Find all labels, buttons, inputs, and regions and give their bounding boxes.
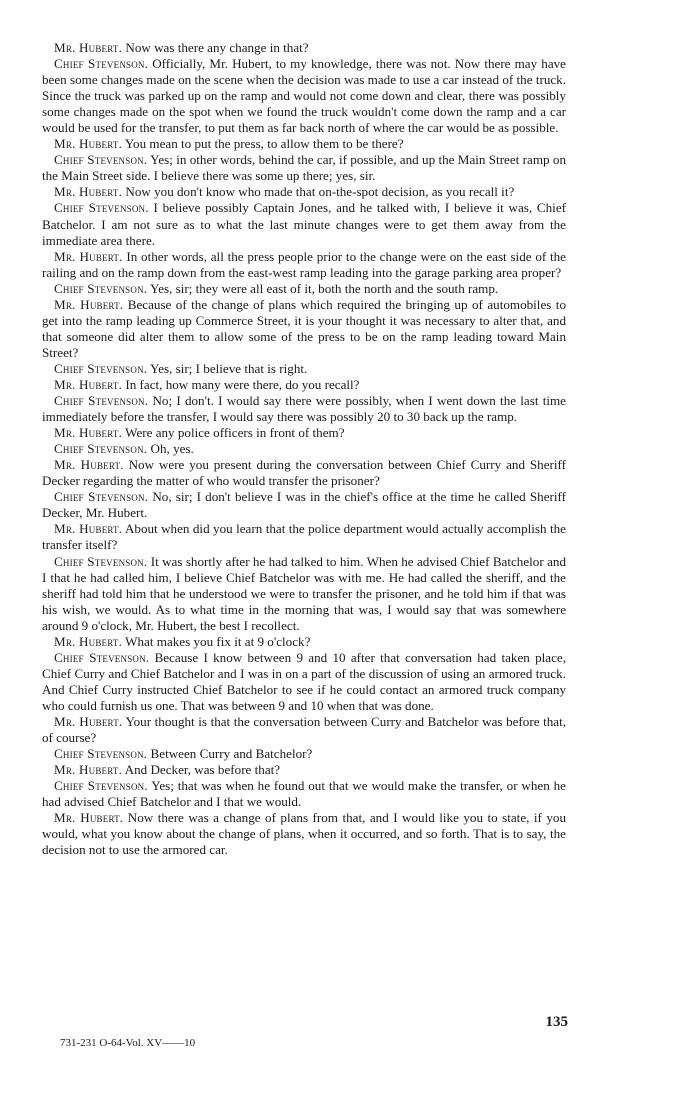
speaker-name: Mr. Hubert. — [54, 376, 123, 392]
utterance-text: Between Curry and Batchelor? — [147, 746, 313, 762]
testimony-paragraph — [42, 281, 566, 297]
testimony-paragraph — [42, 441, 566, 457]
utterance-text: Officially, Mr. Hubert, to my knowledge, there was not. Now there may have been some changes made on the scene when the decision was made to use a car instead of the truck. Since the truck was parked up on the ramp and would not come down and clear, there was possibly some changes made on the spot when we found the truck wouldn't come down the ramp and a car would be used for the transfer, to put them as far back north of where the car would be as possible. — [42, 56, 566, 136]
testimony-paragraph — [42, 136, 566, 152]
utterance-text: Now you don't know who made that on-the-spot decision, as you recall it? — [122, 184, 515, 200]
testimony-paragraph — [42, 40, 566, 56]
utterance-text: About when did you learn that the police department would actually accomplish the transfer itself? — [42, 521, 566, 553]
testimony-text — [42, 40, 566, 858]
page-number: 135 — [545, 1014, 568, 1030]
utterance-text: And Decker, was before that? — [122, 762, 281, 778]
testimony-paragraph — [42, 521, 566, 553]
speaker-name: Mr. Hubert. — [54, 40, 123, 55]
testimony-paragraph — [42, 457, 566, 489]
utterance-text: No, sir; I don't believe I was in the chief's office at the time he called Sheriff Decker, Mr. Hubert. — [42, 489, 566, 521]
speaker-name: Chief Stevenson. — [54, 280, 148, 296]
speaker-name: Mr. Hubert. — [54, 633, 123, 649]
utterance-text: You mean to put the press, to allow them to be there? — [122, 136, 404, 152]
testimony-paragraph — [42, 377, 566, 393]
speaker-name: Chief Stevenson. — [54, 746, 148, 762]
testimony-paragraph — [42, 810, 566, 858]
testimony-paragraph — [42, 746, 566, 762]
testimony-paragraph — [42, 762, 566, 778]
testimony-paragraph — [42, 393, 566, 425]
speaker-name: Mr. Hubert. — [54, 296, 124, 312]
utterance-text: Now was there any change in that? — [122, 40, 309, 55]
speaker-name: Mr. Hubert. — [54, 457, 124, 473]
testimony-paragraph — [42, 489, 566, 521]
speaker-name: Mr. Hubert. — [54, 713, 123, 729]
utterance-text: No; I don't. I would say there were possibly, when I went down the last time immediately before the transfer, I would say there was possibly 20 to 30 back up the ramp. — [42, 393, 566, 425]
testimony-paragraph — [42, 152, 566, 184]
testimony-paragraph — [42, 650, 566, 714]
utterance-text: Yes; that was when he found out that we would make the transfer, or when he had advised Chief Batchelor and I that we would. — [42, 778, 566, 810]
speaker-name: Chief Stevenson. — [54, 649, 150, 665]
testimony-paragraph — [42, 361, 566, 377]
testimony-paragraph — [42, 184, 566, 200]
testimony-paragraph — [42, 634, 566, 650]
testimony-paragraph — [42, 297, 566, 361]
speaker-name: Mr. Hubert. — [54, 762, 123, 778]
speaker-name: Mr. Hubert. — [54, 425, 123, 441]
testimony-paragraph — [42, 554, 566, 634]
utterance-text: Because of the change of plans which required the bringing up of automobiles to get into the ramp leading up Commerce Street, it is your thought it was necessary to alter that, and that someone did alter them to allow some of the press to be on the ramp leading toward Main Street? — [42, 296, 566, 360]
speaker-name: Mr. Hubert. — [54, 248, 123, 264]
speaker-name: Mr. Hubert. — [54, 521, 123, 537]
speaker-name: Chief Stevenson. — [54, 778, 148, 794]
speaker-name: Mr. Hubert. — [54, 184, 123, 200]
speaker-name: Chief Stevenson. — [54, 489, 149, 505]
utterance-text: Your thought is that the conversation between Curry and Batchelor was before that, of course? — [42, 713, 566, 746]
speaker-name: Chief Stevenson. — [54, 441, 148, 457]
speaker-name: Chief Stevenson. — [54, 200, 149, 216]
utterance-text: What makes you fix it at 9 o'clock? — [122, 633, 311, 649]
speaker-name: Mr. Hubert. — [54, 810, 124, 826]
testimony-paragraph — [42, 714, 566, 746]
testimony-paragraph — [42, 425, 566, 441]
speaker-name: Chief Stevenson. — [54, 393, 149, 409]
testimony-paragraph — [42, 56, 566, 136]
utterance-text: Yes, sir; they were all east of it, both the north and the south ramp. — [147, 280, 499, 296]
utterance-text: I believe possibly Captain Jones, and he talked with, I believe it was, Chief Batchelor. I am not sure as to what the last minute changes were to get them away from the immediate area there. — [42, 200, 566, 248]
utterance-text: Were any police officers in front of them? — [122, 425, 345, 441]
utterance-text: Because I know between 9 and 10 after that conversation had taken place, Chief Curry and Chief Batchelor and I was in on a part of the discussion of using an armored truck. And Chief Curry instructed Chief Batchelor to see if he could contact an armored truck company who could furnish us one. That was between 9 and 10 when that was done. — [42, 649, 566, 713]
speaker-name: Chief Stevenson. — [54, 360, 148, 376]
testimony-paragraph — [42, 249, 566, 281]
print-code: 731-231 O-64-Vol. XV——10 — [60, 1037, 196, 1049]
utterance-text: Now were you present during the conversation between Chief Curry and Sheriff Decker regarding the matter of who would transfer the prisoner? — [42, 457, 566, 489]
testimony-paragraph — [42, 200, 566, 248]
testimony-paragraph — [42, 778, 566, 810]
utterance-text: Yes, sir; I believe that is right. — [147, 360, 308, 376]
utterance-text: Yes; in other words, behind the car, if possible, and up the Main Street ramp on the Main Street side. I believe there was some up there; yes, sir. — [42, 152, 566, 184]
speaker-name: Chief Stevenson. — [54, 56, 149, 72]
utterance-text: In other words, all the press people prior to the change were on the east side of the railing and on the ramp down from the east-west ramp leading into the garage parking area proper? — [42, 248, 566, 280]
utterance-text: It was shortly after he had talked to him. When he advised Chief Batchelor and I that he had called him, I believe Chief Batchelor was with me. He had called the sheriff, and the sheriff had told him that he understood we were to transfer the prisoner, and he told him if that was his wish, we would. As to what time in the morning that was, I would say that was somewhere around 9 o'clock, Mr. Hubert, the best I recollect. — [42, 553, 566, 633]
utterance-text: Oh, yes. — [147, 441, 194, 457]
speaker-name: Chief Stevenson. — [54, 553, 148, 569]
utterance-text: In fact, how many were there, do you recall? — [122, 376, 360, 392]
utterance-text: Now there was a change of plans from that, and I would like you to state, if you would, what you know about the change of plans, when it occurred, and so forth. That is to say, the decision not to use the armored car. — [42, 810, 566, 858]
speaker-name: Mr. Hubert. — [54, 136, 123, 152]
speaker-name: Chief Stevenson. — [54, 152, 148, 168]
